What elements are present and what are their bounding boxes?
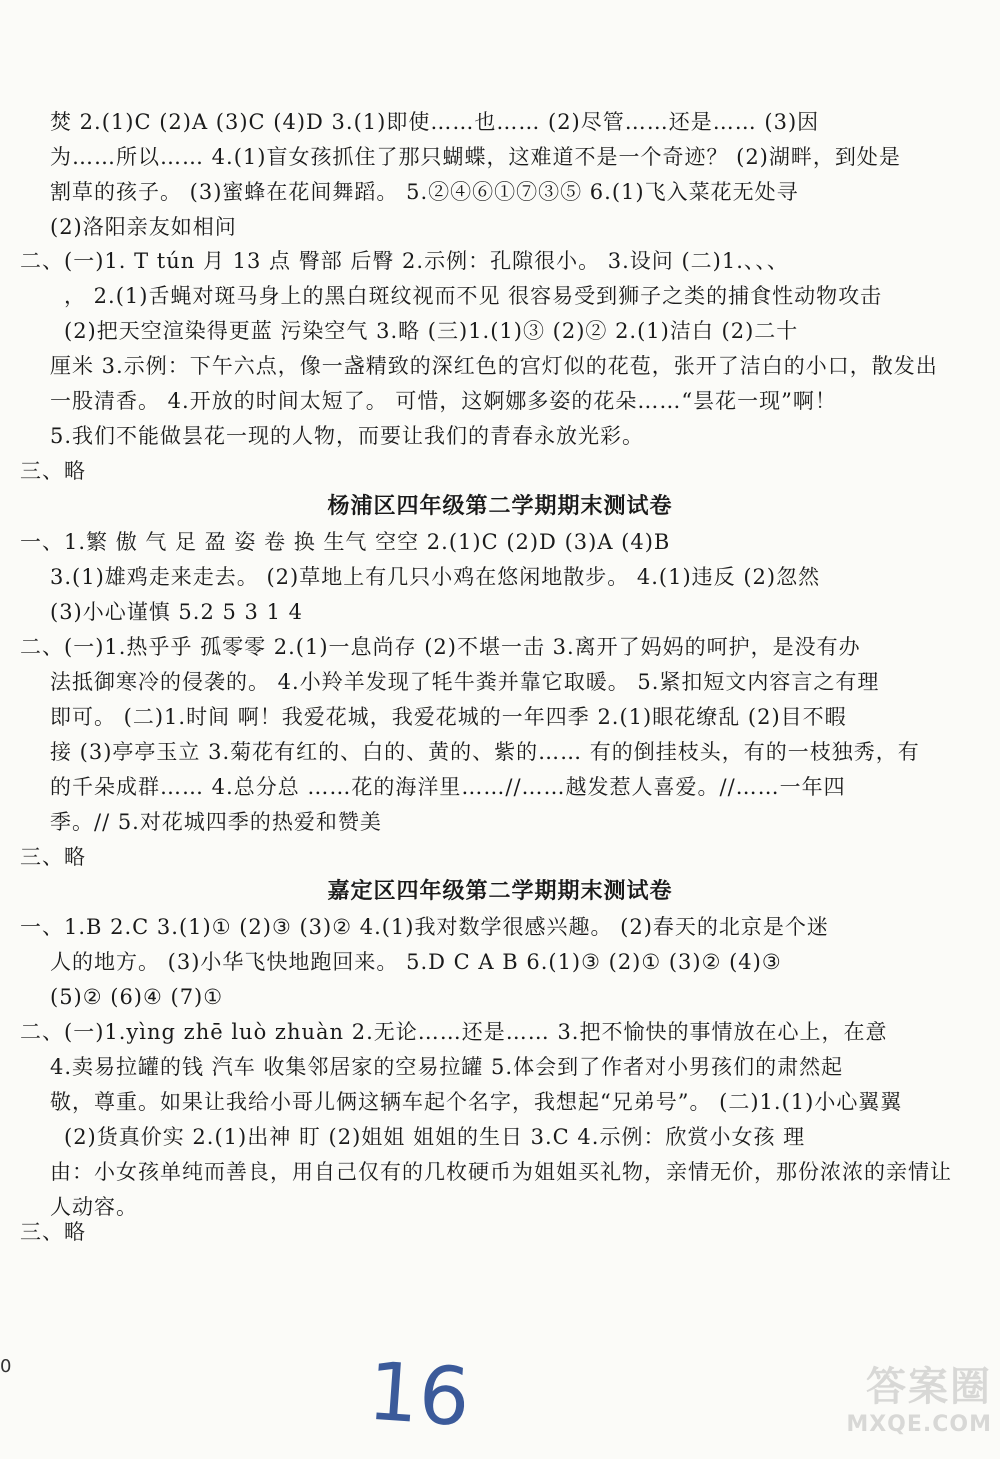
answer-line: (5)② (6)④ (7)①: [50, 985, 224, 1009]
answer-line: 为……所以…… 4.(1)盲女孩抓住了那只蝴蝶，这难道不是一个奇迹？ (2)湖畔，到处是: [50, 145, 901, 169]
answer-line: 一、1.繁 傲 气 足 盈 姿 卷 换 生气 空空 2.(1)C (2)D (3)A (4)B: [20, 530, 671, 554]
section-title: 杨浦区四年级第二学期期末测试卷: [327, 493, 673, 519]
watermark-logo: [792, 1355, 992, 1445]
section-title: 嘉定区四年级第二学期期末测试卷: [327, 878, 673, 904]
page-edge-mark: 0: [0, 1356, 12, 1377]
answer-line: 三、略: [20, 1220, 86, 1244]
answer-line: 二、(一)1. T tún 月 13 点 臀部 后臀 2.示例：孔隙很小。 3.设问 (二)1.、、、: [20, 249, 789, 273]
answer-line: 三、略: [20, 845, 86, 869]
answer-line: ， 2.(1)舌蝇对斑马身上的黑白斑纹视而不见 很容易受到狮子之类的捕食性动物攻击: [64, 284, 883, 308]
answer-line: 一、1.B 2.C 3.(1)① (2)③ (3)② 4.(1)我对数学很感兴趣。 (2)春天的北京是个迷: [20, 915, 829, 939]
answer-line: 三、略: [20, 459, 86, 483]
answer-line: 一股清香。 4.开放的时间太短了。 可惜，这婀娜多姿的花朵……“昙花一现”啊！: [50, 389, 837, 413]
answer-line: 季。// 5.对花城四季的热爱和赞美: [50, 810, 382, 834]
answer-line: 接 (3)亭亭玉立 3.菊花有红的、白的、黄的、紫的…… 有的倒挂枝头，有的一枝独秀，有: [50, 740, 920, 764]
answer-line: 割草的孩子。 (3)蜜蜂在花间舞蹈。 5.②④⑥①⑦③⑤ 6.(1)飞入菜花无处寻: [50, 180, 799, 204]
answer-line: 由：小女孩单纯而善良，用自己仅有的几枚硬币为姐姐买礼物，亲情无价，那份浓浓的亲情让: [50, 1160, 952, 1184]
answer-line: 二、(一)1.yìng zhē luò zhuàn 2.无论……还是…… 3.把不愉快的事情放在心上，在意: [20, 1020, 888, 1044]
watermark-bottom-text: MXQE.COM: [846, 1412, 992, 1437]
answer-line: 即可。 (二)1.时间 啊！我爱花城，我爱花城的一年四季 2.(1)眼花缭乱 (2)目不暇: [50, 705, 847, 729]
answer-line: 焚 2.(1)C (2)A (3)C (4)D 3.(1)即使……也…… (2)尽管……还是…… (3)因: [50, 110, 820, 134]
answer-line: 二、(一)1.热乎乎 孤零零 2.(1)一息尚存 (2)不堪一击 3.离开了妈妈的呵护，是没有办: [20, 635, 861, 659]
answer-line: 5.我们不能做昙花一现的人物，而要让我们的青春永放光彩。: [50, 424, 645, 448]
answer-line: (2)洛阳亲友如相问: [50, 215, 237, 239]
answer-line: (2)货真价实 2.(1)出神 盯 (2)姐姐 姐姐的生日 3.C 4.示例：欣赏小女孩 理: [64, 1125, 806, 1149]
watermark-top-text: 答案圈: [866, 1364, 992, 1410]
handwritten-page-number: 16: [364, 1344, 473, 1445]
answer-line: 敬，尊重。如果让我给小哥儿俩这辆车起个名字，我想起“兄弟号”。 (二)1.(1)小心翼翼: [50, 1090, 903, 1114]
answer-line: 人动容。: [50, 1195, 138, 1219]
answer-line: 法抵御寒冷的侵袭的。 4.小羚羊发现了牦牛粪并靠它取暖。 5.紧扣短文内容言之有理: [50, 670, 880, 694]
answer-line: 厘米 3.示例：下午六点，像一盏精致的深红色的宫灯似的花苞，张开了洁白的小口，散发出: [50, 354, 938, 378]
answer-line: (3)小心谨慎 5.2 5 3 1 4: [50, 600, 303, 624]
answer-line: 4.卖易拉罐的钱 汽车 收集邻居家的空易拉罐 5.体会到了作者对小男孩们的肃然起: [50, 1055, 844, 1079]
answer-line: 3.(1)雄鸡走来走去。 (2)草地上有几只小鸡在悠闲地散步。 4.(1)违反 (2)忽然: [50, 565, 821, 589]
answer-line: (2)把天空渲染得更蓝 污染空气 3.略 (三)1.(1)③ (2)② 2.(1)洁白 (2)二十: [64, 319, 799, 343]
answer-line: 人的地方。 (3)小华飞快地跑回来。 5.D C A B 6.(1)③ (2)① (3)② (4)③: [50, 950, 782, 974]
answer-line: 的千朵成群…… 4.总分总 ……花的海洋里……//……越发惹人喜爱。//……一年四: [50, 775, 846, 799]
